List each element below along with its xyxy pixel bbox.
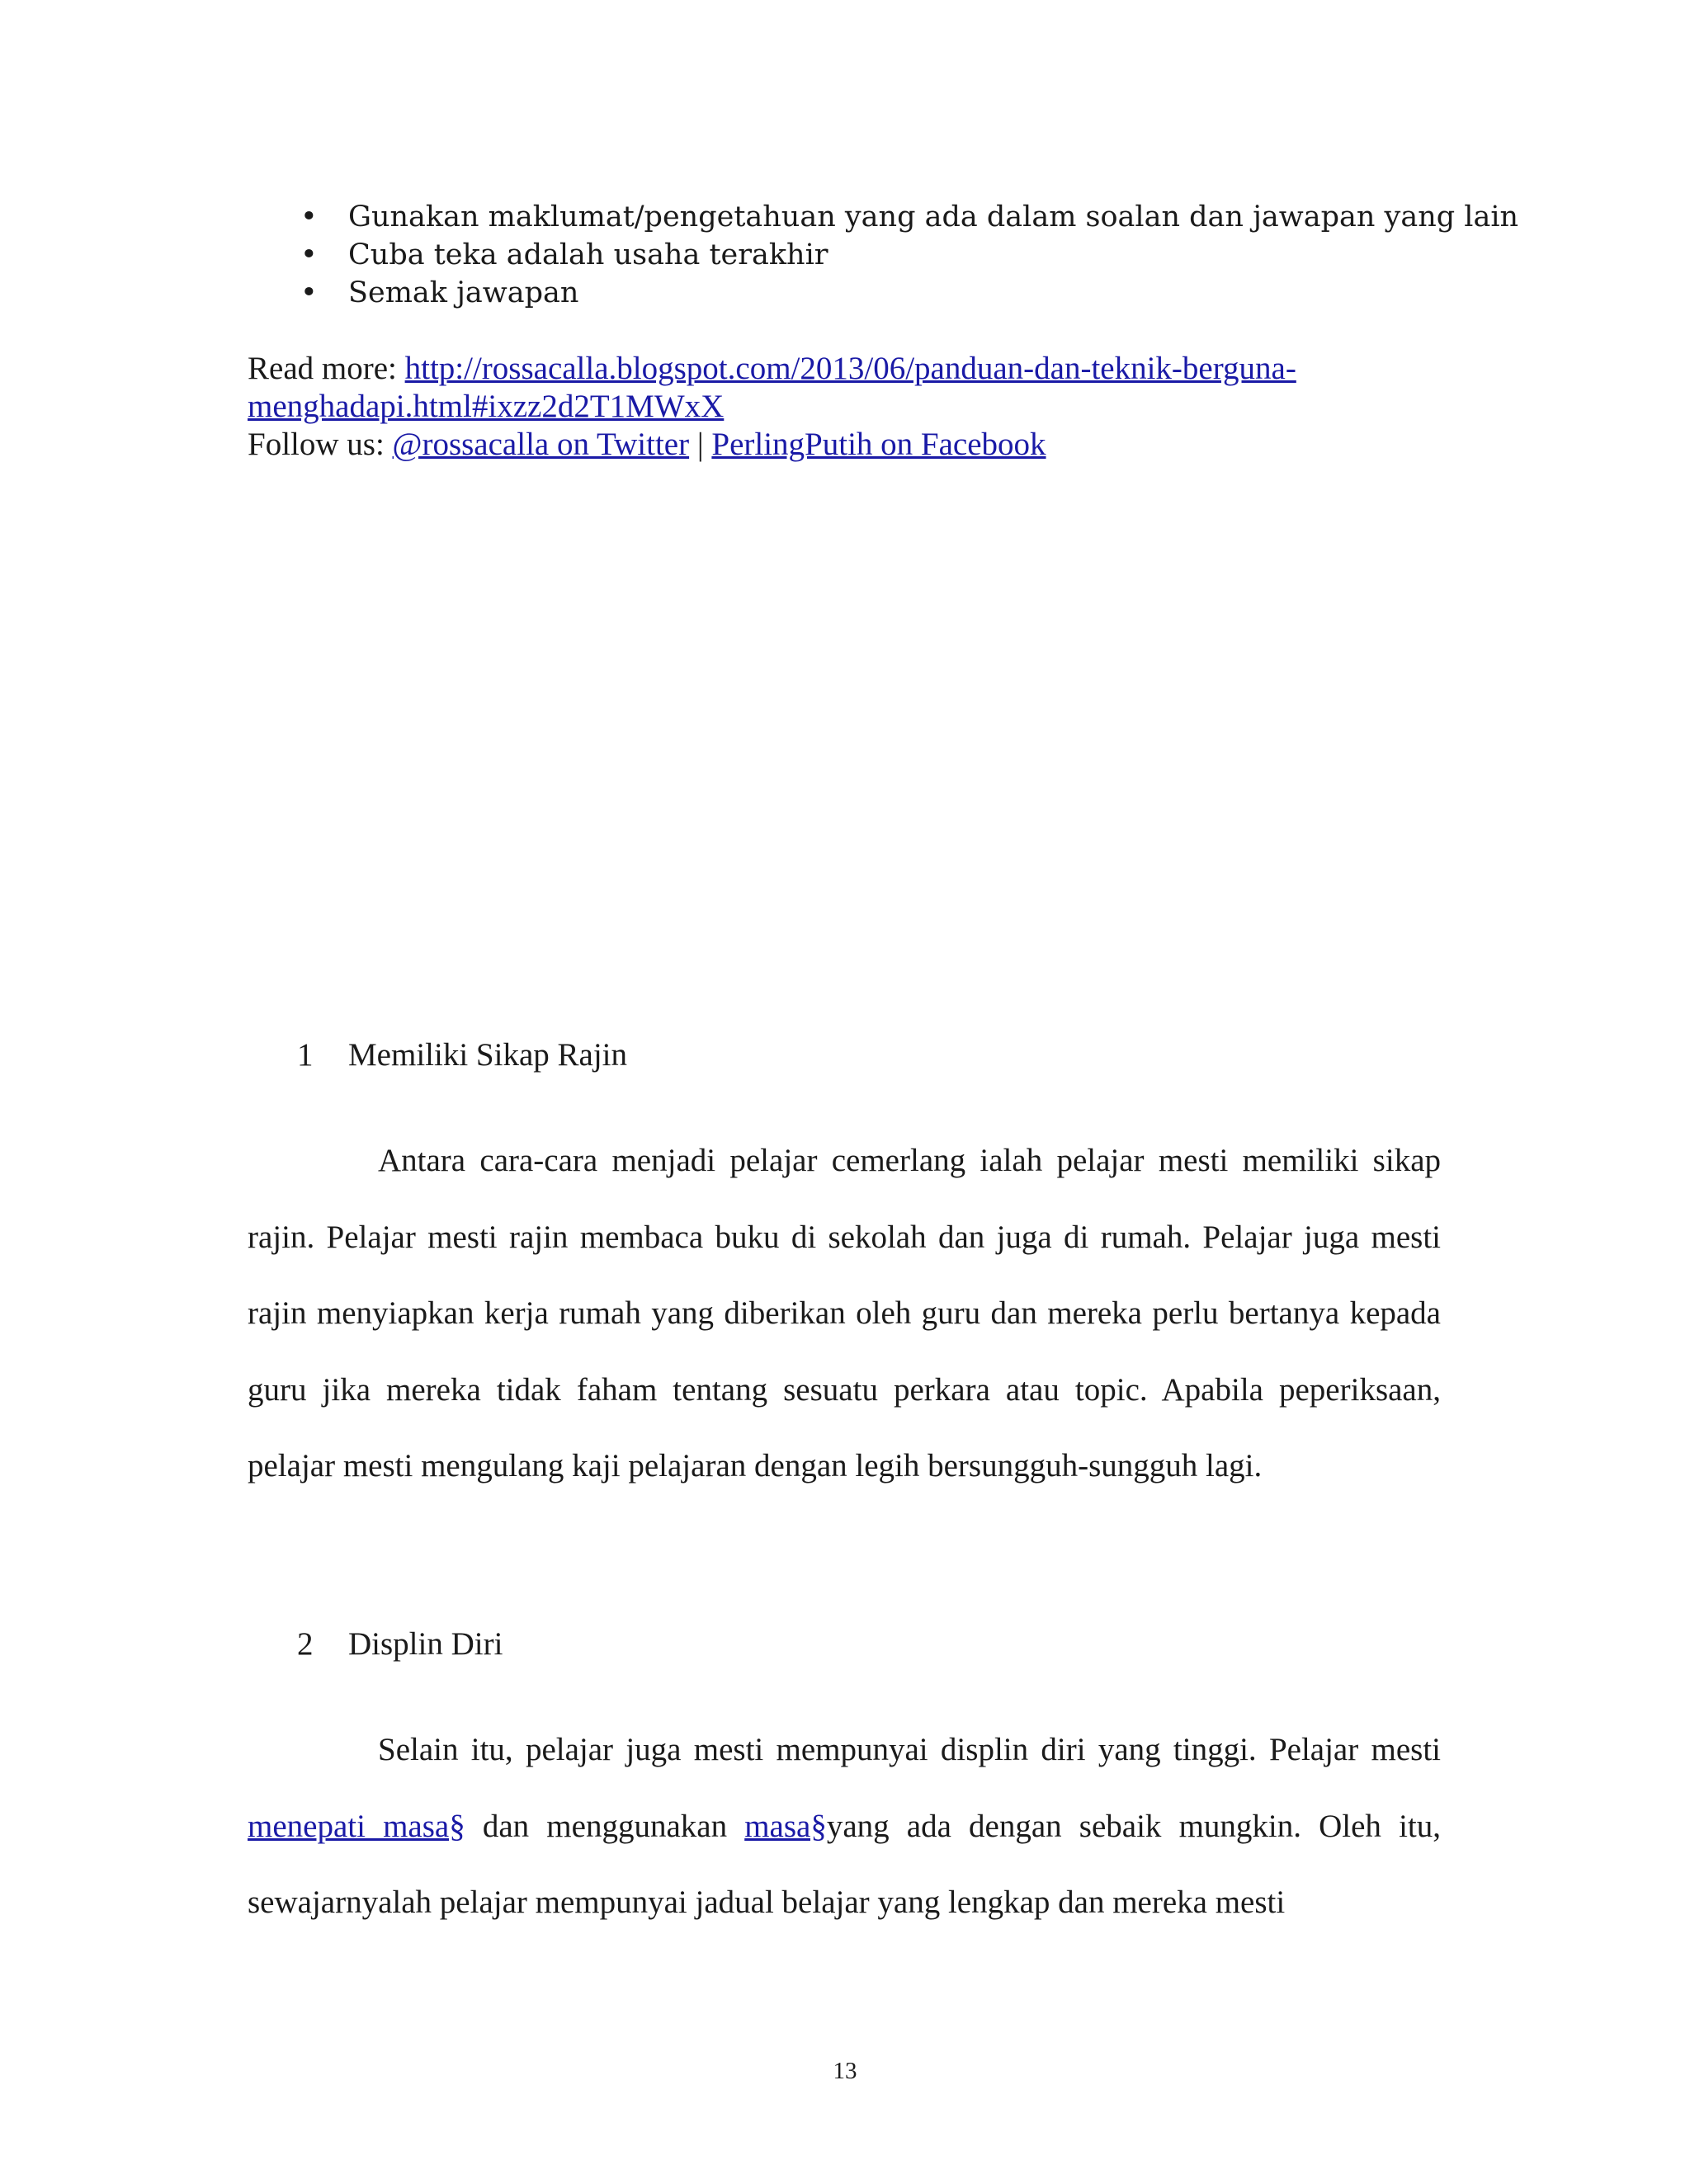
section-heading-2 bbox=[297, 1625, 503, 1663]
read-more-line-2 bbox=[248, 388, 1452, 426]
menepati-masa-link[interactable]: menepati masa§ bbox=[248, 1808, 465, 1844]
twitter-link[interactable]: @rossacalla on Twitter bbox=[392, 427, 690, 462]
page-number: 13 bbox=[833, 2058, 857, 2084]
bullet-list bbox=[248, 198, 1519, 312]
section-heading-1 bbox=[297, 1036, 627, 1074]
bullet-icon: • bbox=[300, 276, 318, 309]
list-item bbox=[248, 274, 1485, 312]
list-item bbox=[248, 236, 1485, 274]
section-2-paragraph bbox=[248, 1712, 1441, 1941]
facebook-link[interactable]: PerlingPutih on Facebook bbox=[711, 427, 1046, 462]
paragraph-text: Selain itu, pelajar juga mesti mempunyai displin diri yang tinggi. Pelajar mesti bbox=[378, 1732, 1441, 1767]
bullet-icon: • bbox=[300, 238, 318, 271]
follow-label: Follow us: bbox=[248, 427, 393, 462]
section-number: 2 bbox=[297, 1626, 314, 1662]
section-title: Memiliki Sikap Rajin bbox=[348, 1037, 627, 1073]
bullet-text: Gunakan maklumat/pengetahuan yang ada dalam soalan dan jawapan yang lain bbox=[348, 200, 1519, 233]
section-title: Displin Diri bbox=[348, 1626, 503, 1662]
bullet-icon: • bbox=[300, 200, 318, 233]
paragraph-text: dan menggunakan bbox=[465, 1808, 745, 1844]
read-more-line bbox=[248, 350, 1452, 388]
read-more-label: Read more: bbox=[248, 351, 405, 386]
read-more-link[interactable]: http://rossacalla.blogspot.com/2013/06/panduan-dan-teknik-berguna- bbox=[404, 351, 1296, 386]
section-1-paragraph: Antara cara-cara menjadi pelajar cemerlang ialah pelajar mesti memiliki sikap rajin. Pelajar mesti rajin membaca buku di sekolah dan juga di rumah. Pelajar juga mesti rajin menyiapkan kerja rumah yang diberikan oleh guru dan mereka perlu bertanya kepada guru jika mereka tidak faham tentang sesuatu perkara atau topic. Apabila peperiksaan, pelajar mesti mengulang kaji pelajaran dengan legih bersungguh-sungguh lagi. bbox=[248, 1143, 1441, 1484]
paragraph-text: yang ada dengan sebaik mungkin. Oleh itu, sewajarnyalah pelajar mempunyai jadual belajar yang lengkap dan mereka mesti bbox=[248, 1808, 1441, 1920]
link-separator: | bbox=[689, 427, 712, 462]
section-number: 1 bbox=[297, 1037, 314, 1073]
bullet-text: Semak jawapan bbox=[348, 276, 579, 309]
list-item bbox=[248, 198, 1519, 236]
follow-us-line bbox=[248, 426, 1452, 464]
masa-link[interactable]: masa§ bbox=[744, 1808, 827, 1844]
read-more-link-continued[interactable]: menghadapi.html#ixzz2d2T1MWxX bbox=[248, 389, 725, 424]
bullet-text: Cuba teka adalah usaha terakhir bbox=[348, 238, 828, 271]
read-more-block bbox=[248, 350, 1452, 464]
